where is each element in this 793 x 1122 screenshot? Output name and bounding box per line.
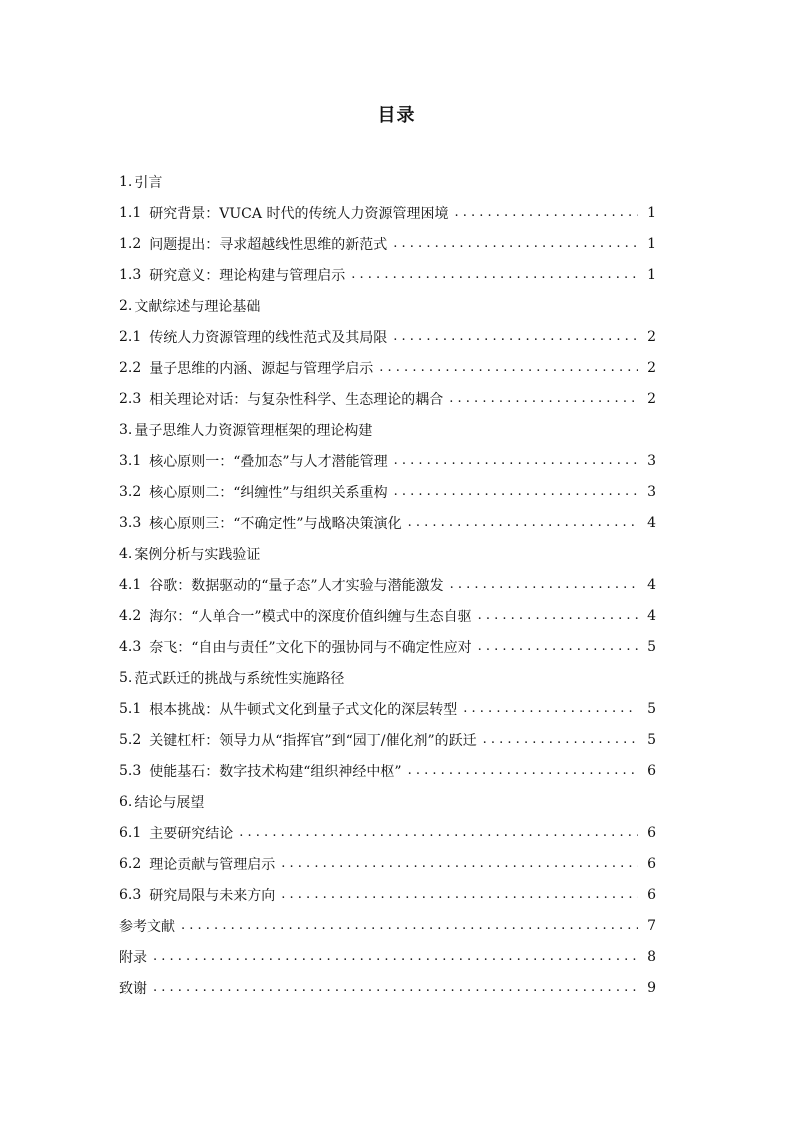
toc-dot-leader [394, 453, 638, 468]
toc-page-number: 5 [647, 700, 656, 717]
toc-dot-leader [281, 887, 638, 902]
toc-entry-title: 研究背景：VUCA 时代的传统人力资源管理困境 [149, 205, 449, 222]
toc-section-entry[interactable] [119, 631, 656, 662]
toc-entry-title: 根本挑战：从牛顿式文化到量子式文化的深层转型 [149, 701, 458, 718]
toc-entry-title: 研究局限与未来方向 [149, 887, 276, 904]
toc-entry-title: 结论与展望 [134, 794, 205, 811]
toc-section-entry[interactable] [119, 352, 656, 383]
toc-entry-number: 3.3 [119, 514, 142, 531]
toc-entry-number: 1.1 [119, 204, 142, 221]
table-of-contents [119, 166, 656, 1003]
toc-entry-number: 4.3 [119, 638, 142, 655]
toc-section-entry[interactable] [119, 569, 656, 600]
toc-entry-title: 引言 [134, 174, 163, 191]
toc-entry-number: 6.2 [119, 855, 142, 872]
toc-entry-number: 4.1 [119, 576, 142, 593]
toc-dot-leader [463, 701, 638, 716]
toc-chapter-entry[interactable] [119, 662, 656, 693]
toc-section-entry[interactable] [119, 817, 656, 848]
toc-dot-leader [478, 608, 638, 623]
toc-dot-leader [449, 391, 638, 406]
toc-page-number: 6 [647, 762, 656, 779]
toc-dot-leader [153, 980, 638, 995]
toc-entry-title: 谷歌：数据驱动的“量子态”人才实验与潜能激发 [149, 577, 444, 594]
toc-section-entry[interactable] [119, 755, 656, 786]
toc-chapter-entry[interactable] [119, 166, 656, 197]
toc-entry-title: 核心原则三：“不确定性”与战略决策演化 [149, 515, 402, 532]
toc-entry-title: 参考文献 [119, 918, 175, 935]
toc-section-entry[interactable] [119, 383, 656, 414]
toc-dot-leader [181, 918, 638, 933]
toc-entry-number: 1.3 [119, 266, 142, 283]
toc-entry-number: 1.2 [119, 235, 142, 252]
toc-section-entry[interactable] [119, 197, 656, 228]
toc-entry-number: 3.1 [119, 452, 142, 469]
toc-dot-leader [394, 484, 638, 499]
toc-entry-title: 海尔：“人单合一”模式中的深度价值纠缠与生态自驱 [149, 608, 472, 625]
toc-dot-leader [450, 577, 638, 592]
toc-page-number: 1 [647, 266, 656, 283]
toc-entry-title: 问题提出：寻求超越线性思维的新范式 [149, 236, 388, 253]
toc-entry-number: 5.2 [119, 731, 142, 748]
toc-entry-number: 4. [119, 545, 133, 562]
toc-section-entry[interactable] [119, 321, 656, 352]
toc-page-number: 1 [647, 204, 656, 221]
toc-entry-title: 附录 [119, 949, 147, 966]
toc-page-number: 4 [647, 514, 656, 531]
toc-dot-leader [351, 267, 638, 282]
toc-page-number: 6 [647, 855, 656, 872]
toc-entry-number: 2. [119, 297, 133, 314]
toc-page-number: 2 [647, 359, 656, 376]
toc-entry-title: 量子思维人力资源管理框架的理论构建 [134, 422, 373, 439]
toc-entry-number: 2.2 [119, 359, 142, 376]
toc-entry-number: 2.1 [119, 328, 142, 345]
toc-dot-leader [454, 205, 638, 220]
toc-chapter-entry[interactable] [119, 414, 656, 445]
toc-dot-leader [408, 515, 638, 530]
toc-entry-number: 3. [119, 421, 133, 438]
toc-entry-number: 6.1 [119, 824, 142, 841]
toc-chapter-entry[interactable] [119, 538, 656, 569]
toc-entry-title: 关键杠杆：领导力从“指挥官”到“园丁/催化剂”的跃迁 [149, 732, 477, 749]
toc-dot-leader [239, 825, 638, 840]
toc-entry-title: 核心原则一：“叠加态”与人才潜能管理 [149, 453, 388, 470]
toc-page-number: 7 [647, 917, 656, 934]
toc-page-number: 3 [647, 452, 656, 469]
toc-dot-leader [408, 763, 638, 778]
toc-entry-number: 6. [119, 793, 133, 810]
toc-page-number: 6 [647, 886, 656, 903]
toc-entry-title: 使能基石：数字技术构建“组织神经中枢” [149, 763, 402, 780]
toc-entry-number: 4.2 [119, 607, 142, 624]
toc-entry-number: 5. [119, 669, 133, 686]
toc-dot-leader [379, 360, 638, 375]
toc-entry-title: 传统人力资源管理的线性范式及其局限 [149, 329, 388, 346]
toc-section-entry[interactable] [119, 600, 656, 631]
toc-page-number: 1 [647, 235, 656, 252]
toc-page-number: 2 [647, 390, 656, 407]
toc-entry-number: 2.3 [119, 390, 142, 407]
toc-page-number: 8 [647, 948, 656, 965]
toc-section-entry[interactable] [119, 693, 656, 724]
toc-entry-title: 理论贡献与管理启示 [149, 856, 276, 873]
toc-entry-number: 5.3 [119, 762, 142, 779]
toc-page-number: 3 [647, 483, 656, 500]
toc-entry-number: 1. [119, 173, 133, 190]
toc-entry-number: 5.1 [119, 700, 142, 717]
toc-entry-number: 3.2 [119, 483, 142, 500]
toc-chapter-entry[interactable] [119, 786, 656, 817]
toc-dot-leader [153, 949, 638, 964]
toc-entry-title: 主要研究结论 [149, 825, 234, 842]
toc-dot-leader [393, 329, 638, 344]
toc-section-entry[interactable] [119, 724, 656, 755]
toc-dot-leader [478, 639, 638, 654]
toc-section-entry[interactable] [119, 972, 656, 1003]
toc-page-number: 4 [647, 607, 656, 624]
toc-entry-title: 核心原则二：“纠缠性”与组织关系重构 [149, 484, 388, 501]
toc-entry-title: 文献综述与理论基础 [134, 298, 261, 315]
toc-entry-title: 相关理论对话：与复杂性科学、生态理论的耦合 [149, 391, 444, 408]
toc-page-number: 6 [647, 824, 656, 841]
toc-chapter-entry[interactable] [119, 290, 656, 321]
toc-page-number: 5 [647, 638, 656, 655]
toc-entry-title: 案例分析与实践验证 [134, 546, 261, 563]
page-title: 目录 [377, 105, 416, 126]
toc-section-entry[interactable] [119, 848, 656, 879]
toc-section-entry[interactable] [119, 507, 656, 538]
toc-section-entry[interactable] [119, 879, 656, 910]
toc-section-entry[interactable] [119, 445, 656, 476]
toc-section-entry[interactable] [119, 259, 656, 290]
toc-entry-title: 范式跃迁的挑战与系统性实施路径 [134, 670, 345, 687]
toc-section-entry[interactable] [119, 228, 656, 259]
toc-section-entry[interactable] [119, 910, 656, 941]
toc-page-number: 5 [647, 731, 656, 748]
toc-entry-title: 量子思维的内涵、源起与管理学启示 [149, 360, 374, 377]
toc-entry-title: 奈飞：“自由与责任”文化下的强协同与不确定性应对 [149, 639, 472, 656]
toc-page-number: 4 [647, 576, 656, 593]
toc-section-entry[interactable] [119, 476, 656, 507]
toc-entry-number: 6.3 [119, 886, 142, 903]
toc-entry-title: 研究意义：理论构建与管理启示 [149, 267, 346, 284]
toc-entry-title: 致谢 [119, 980, 147, 997]
toc-dot-leader [483, 732, 638, 747]
toc-section-entry[interactable] [119, 941, 656, 972]
toc-dot-leader [281, 856, 638, 871]
toc-page-number: 2 [647, 328, 656, 345]
toc-page-number: 9 [647, 979, 656, 996]
toc-dot-leader [393, 236, 638, 251]
